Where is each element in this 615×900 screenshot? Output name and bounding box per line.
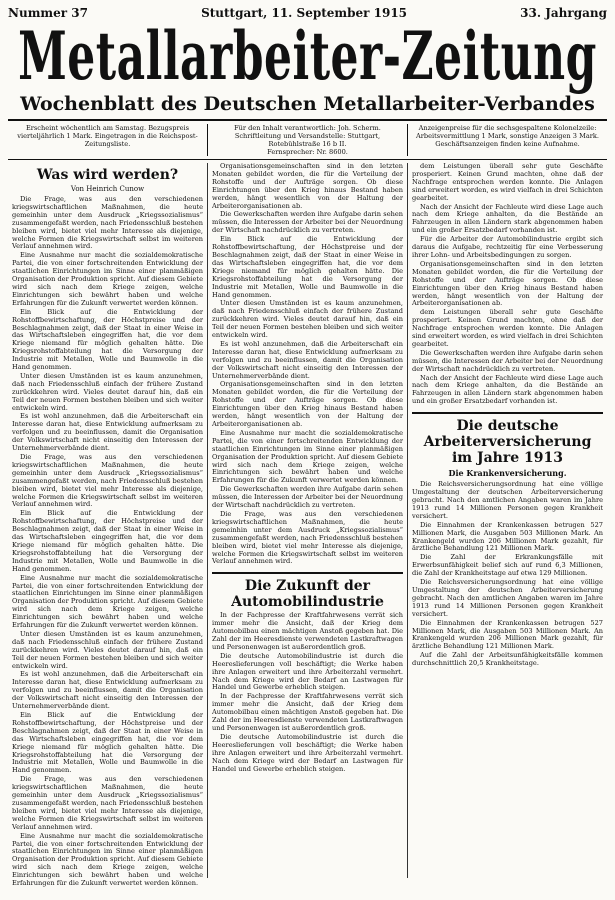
info-address: Schriftleitung und Versandstelle: Stuttgart, Rotebühlstraße 16 b II. xyxy=(234,132,381,148)
issue-number: Nummer 37 xyxy=(8,6,88,20)
article-paragraph: Unter diesen Umständen ist es kaum anzunehmen, daß nach Friedensschluß einfach der frühere Zustand zurückkehren wird. Vieles deutet darauf hin, daß ein Teil der neuen Formen bestehen bleiben und sich weiter entwickeln wird. xyxy=(12,629,203,670)
article-byline-war: Von Heinrich Cunow xyxy=(70,185,145,193)
article-paragraph: Die Reichsversicherungsordnung hat eine völlige Umgestaltung der deutschen Arbeiterversicherung gebracht. Nach den amtlichen Angaben waren im Jahre 1913 rund 14 Millionen Personen gegen Krankheit versichert. xyxy=(412,578,603,618)
article-headline-war: Was wird werden? xyxy=(36,167,179,183)
article-paragraph: Es ist wohl anzunehmen, daß die Arbeiterschaft ein Interesse daran hat, diese Entwicklung aufmerksam zu verfolgen und zu beeinflussen, damit die Organisation der Volkswirtschaft nicht einseitig den Interessen der Unternehmerverbände dient. xyxy=(12,412,203,453)
article-paragraph: Die Gewerkschaften werden ihre Aufgabe darin sehen müssen, die Interessen der Arbeiter bei der Neuordnung der Wirtschaft nachdrücklich zu vertreten. xyxy=(212,210,403,235)
article-paragraph: Ein Blick auf die Entwicklung der Rohstoffbewirtschaftung, der Höchstpreise und der Beschlagnahmen zeigt, daß der Staat in einer Weise in das Wirtschaftsleben eingegriffen hat, die vor dem Kriege niemand für möglich gehalten hätte. Die Kriegsrohstoffabteilung hat die Versorgung der Industrie mit Metallen, Wolle und Baumwolle in die Hand genommen. xyxy=(12,711,203,775)
article-paragraph: Eine Ausnahme nur macht die sozialdemokratische Partei, die von einer fortschreitenden Entwicklung der staatlichen Einrichtungen im Sinne einer planmäßigen Organisation der Produktion spricht. Auf diesem Gebiete wird sich nach dem Kriege zeigen, welche Einrichtungen sich bewährt haben und welche Erfahrungen für die Zukunft verwertet werden können. xyxy=(12,831,203,888)
info-subscription: Erscheint wöchentlich am Samstag. Bezugspreis vierteljährlich 1 Mark. Eingetragen in die Reichspost-Zeitungsliste. xyxy=(17,124,198,148)
article-headline-auto: Die Zukunft der Automobilindustrie xyxy=(231,578,384,611)
article-paragraph: Es ist wohl anzunehmen, daß die Arbeiterschaft ein Interesse daran hat, diese Entwicklung aufmerksam zu verfolgen und zu beeinflussen, damit die Organisation der Volkswirtschaft nicht einseitig den Interessen der Unternehmerverbände dient. xyxy=(12,670,203,711)
info-editor: Für den Inhalt verantwortlich: Joh. Scherm. xyxy=(234,124,381,132)
article-paragraph: Es ist wohl anzunehmen, daß die Arbeiterschaft ein Interesse daran hat, diese Entwicklung aufmerksam zu verfolgen und zu beeinflussen, damit die Organisation der Volkswirtschaft nicht einseitig den Interessen der Unternehmerverbände dient. xyxy=(212,339,403,380)
article-paragraph: Die Frage, was aus den verschiedenen kriegswirtschaftlichen Maßnahmen, die heute gemeinhin unter dem Ausdruck „Kriegssozialismus“ zusammengefaßt werden, nach Friedensschluß bestehen bleiben wird, bietet viel mehr Interesse als diejenige, welche Formen die Kriegswirtschaft selbst im weiteren Verlauf annehmen wird. xyxy=(212,509,403,566)
article-paragraph: Nach der Ansicht der Fachleute wird diese Lage auch nach dem Kriege anhalten, da die Bestände an Fahrzeugen in allen Ländern stark abgenommen haben und ein großer Ersatzbedarf vorhanden ist. xyxy=(412,202,603,235)
article-paragraph: dem Leistungen überall sehr gute Geschäfte prosperiert. Keinen Grund machten, ohne daß der Nachfrage entsprochen werden konnte. Die Anlagen sind erweitert worden, es wird vielfach in drei Schichten gearbeitet. xyxy=(412,308,603,348)
article-paragraph: Organisationsgemeinschaften sind in den letzten Monaten gebildet worden, die für die Verteilung der Rohstoffe und der Aufträge sorgen. Ob diese Einrichtungen über den Krieg hinaus Bestand haben werden, hängt wesentlich von der Haltung der Arbeiterorganisationen ab. xyxy=(212,162,403,210)
article-paragraph: Die Gewerkschaften werden ihre Aufgabe darin sehen müssen, die Interessen der Arbeiter bei der Neuordnung der Wirtschaft nachdrücklich zu vertreten. xyxy=(212,485,403,510)
masthead-topline xyxy=(8,6,607,20)
article-paragraph: Unter diesen Umständen ist es kaum anzunehmen, daß nach Friedensschluß einfach der frühere Zustand zurückkehren wird. Vieles deutet darauf hin, daß ein Teil der neuen Formen bestehen bleiben und sich weiter entwickeln wird. xyxy=(212,299,403,340)
volume-year: 33. Jahrgang xyxy=(520,6,607,20)
article-paragraph: Unter diesen Umständen ist es kaum anzunehmen, daß nach Friedensschluß einfach der frühere Zustand zurückkehren wird. Vieles deutet darauf hin, daß ein Teil der neuen Formen bestehen bleiben und sich weiter entwickeln wird. xyxy=(12,371,203,412)
article-paragraph: Organisationsgemeinschaften sind in den letzten Monaten gebildet worden, die für die Verteilung der Rohstoffe und der Aufträge sorgen. Ob diese Einrichtungen über den Krieg hinaus Bestand haben werden, hängt wesentlich von der Haltung der Arbeiterorganisationen ab. xyxy=(212,380,403,428)
place-date: Stuttgart, 11. September 1915 xyxy=(201,6,408,20)
column-middle xyxy=(207,163,407,878)
section-rule xyxy=(212,572,403,574)
article-paragraph: Nach der Ansicht der Fachleute wird diese Lage auch nach dem Kriege anhalten, da die Bestände an Fahrzeugen in allen Ländern stark abgenommen haben und ein großer Ersatzbedarf vorhanden ist. xyxy=(412,373,603,406)
column-left xyxy=(8,163,207,888)
article-paragraph: Für die Arbeiter der Automobilindustrie ergibt sich daraus die Aufgabe, rechtzeitig für eine Verbesserung ihrer Lohn- und Arbeitsbedingungen zu sorgen. xyxy=(412,235,603,259)
article-paragraph: In der Fachpresse der Kraftfahrwesens verrät sich immer mehr die Ansicht, daß der Krieg dem Automobilbau einen mächtigen Anstoß gegeben hat. Die Zahl der im Heeresdienste verwendeten Lastkraftwagen und Personenwagen ist außerordentlich groß. xyxy=(212,611,403,651)
article-paragraph: Die Einnahmen der Krankenkassen betrugen 527 Millionen Mark, die Ausgaben 503 Millionen Mark. An Krankengeld wurden 206 Millionen Mark gezahlt, für ärztliche Behandlung 121 Millionen Mark. xyxy=(412,520,603,553)
article-paragraph: Eine Ausnahme nur macht die sozialdemokratische Partei, die von einer fortschreitenden Entwicklung der staatlichen Einrichtungen im Sinne einer planmäßigen Organisation der Produktion spricht. Auf diesem Gebiete wird sich nach dem Kriege zeigen, welche Einrichtungen sich bewährt haben und welche Erfahrungen für die Zukunft verwertet werden können. xyxy=(212,428,403,485)
article-paragraph: In der Fachpresse der Kraftfahrwesens verrät sich immer mehr die Ansicht, daß der Krieg dem Automobilbau einen mächtigen Anstoß gegeben hat. Die Zahl der im Heeresdienste verwendeten Lastkraftwagen und Personenwagen ist außerordentlich groß. xyxy=(212,692,403,732)
article-paragraph: Die Einnahmen der Krankenkassen betrugen 527 Millionen Mark, die Ausgaben 503 Millionen Mark. An Krankengeld wurden 206 Millionen Mark gezahlt, für ärztliche Behandlung 121 Millionen Mark. xyxy=(412,618,603,651)
article-paragraph: Eine Ausnahme nur macht die sozialdemokratische Partei, die von einer fortschreitenden Entwicklung der staatlichen Einrichtungen im Sinne einer planmäßigen Organisation der Produktion spricht. Auf diesem Gebiete wird sich nach dem Kriege zeigen, welche Einrichtungen sich bewährt haben und welche Erfahrungen für die Zukunft verwertet werden können. xyxy=(12,251,203,307)
article-paragraph: Die Gewerkschaften werden ihre Aufgabe darin sehen müssen, die Interessen der Arbeiter bei der Neuordnung der Wirtschaft nachdrücklich zu vertreten. xyxy=(412,348,603,373)
article-paragraph: Ein Blick auf die Entwicklung der Rohstoffbewirtschaftung, der Höchstpreise und der Beschlagnahmen zeigt, daß der Staat in einer Weise in das Wirtschaftsleben eingegriffen hat, die vor dem Kriege niemand für möglich gehalten hätte. Die Kriegsrohstoffabteilung hat die Versorgung der Industrie mit Metallen, Wolle und Baumwolle in die Hand genommen. xyxy=(12,509,203,573)
article-paragraph: Organisationsgemeinschaften sind in den letzten Monaten gebildet worden, die für die Verteilung der Rohstoffe und der Aufträge sorgen. Ob diese Einrichtungen über den Krieg hinaus Bestand haben werden, hängt wesentlich von der Haltung der Arbeiterorganisationen ab. xyxy=(412,259,603,308)
article-paragraph: Die Frage, was aus den verschiedenen kriegswirtschaftlichen Maßnahmen, die heute gemeinhin unter dem Ausdruck „Kriegssozialismus“ zusammengefaßt werden, nach Friedensschluß bestehen bleiben wird, bietet viel mehr Interesse als diejenige, welche Formen die Kriegswirtschaft selbst im weiteren Verlauf annehmen wird. xyxy=(12,775,203,831)
article-paragraph: Die Zahl der Erkrankungsfälle mit Erwerbsunfähigkeit belief sich auf rund 6,3 Millionen, die Zahl der Krankheitstage auf etwa 129 Millionen. xyxy=(412,553,603,578)
article-paragraph: Die Reichsversicherungsordnung hat eine völlige Umgestaltung der deutschen Arbeiterversicherung gebracht. Nach den amtlichen Angaben waren im Jahre 1913 rund 14 Millionen Personen gegen Krankheit versichert. xyxy=(412,480,603,520)
article-subhead-insurance: Die Krankenversicherung. xyxy=(448,468,567,479)
article-paragraph: Die deutsche Automobilindustrie ist durch die Heereslieferungen voll beschäftigt; die Werke haben ihre Anlagen erweitert und ihre Arbeiterzahl vermehrt. Nach dem Kriege wird der Bedarf an Lastwagen für Handel und Gewerbe erheblich steigen. xyxy=(212,651,403,692)
info-ad-prices: Anzeigenpreise für die sechsgespaltene Kolonelzeile: Arbeitsvermittlung 1 Mark, sonstige Anzeigen 3 Mark. Geschäftsanzeigen finden keine Aufnahme. xyxy=(407,124,607,156)
column-right xyxy=(407,163,607,878)
article-paragraph: Eine Ausnahme nur macht die sozialdemokratische Partei, die von einer fortschreitenden Entwicklung der staatlichen Einrichtungen im Sinne einer planmäßigen Organisation der Produktion spricht. Auf diesem Gebiete wird sich nach dem Kriege zeigen, welche Einrichtungen sich bewährt haben und welche Erfahrungen für die Zukunft verwertet werden können. xyxy=(12,573,203,630)
newspaper-subtitle: Wochenblatt des Deutschen Metallarbeiter-Verbandes xyxy=(20,93,595,115)
article-paragraph: Die Frage, was aus den verschiedenen kriegswirtschaftlichen Maßnahmen, die heute gemeinhin unter dem Ausdruck „Kriegssozialismus“ zusammengefaßt werden, nach Friedensschluß bestehen bleiben wird, bietet viel mehr Interesse als diejenige, welche Formen die Kriegswirtschaft selbst im weiteren Verlauf annehmen wird. xyxy=(12,453,203,509)
article-paragraph: Die Frage, was aus den verschiedenen kriegswirtschaftlichen Maßnahmen, die heute gemeinhin unter dem Ausdruck „Kriegssozialismus“ zusammengefaßt werden, nach Friedensschluß bestehen bleiben wird, bietet viel mehr Interesse als diejenige, welche Formen die Kriegswirtschaft selbst im weiteren Verlauf annehmen wird. xyxy=(12,195,203,251)
info-editorial xyxy=(207,124,407,156)
article-paragraph: Ein Blick auf die Entwicklung der Rohstoffbewirtschaftung, der Höchstpreise und der Beschlagnahmen zeigt, daß der Staat in einer Weise in das Wirtschaftsleben eingegriffen hat, die vor dem Kriege niemand für möglich gehalten hätte. Die Kriegsrohstoffabteilung hat die Versorgung der Industrie mit Metallen, Wolle und Baumwolle in die Hand genommen. xyxy=(212,235,403,299)
section-rule xyxy=(412,412,603,414)
article-paragraph: Die deutsche Automobilindustrie ist durch die Heereslieferungen voll beschäftigt; die Werke haben ihre Anlagen erweitert und ihre Arbeiterzahl vermehrt. Nach dem Kriege wird der Bedarf an Lastwagen für Handel und Gewerbe erheblich steigen. xyxy=(212,732,403,773)
article-paragraph: Ein Blick auf die Entwicklung der Rohstoffbewirtschaftung, der Höchstpreise und der Beschlagnahmen zeigt, daß der Staat in einer Weise in das Wirtschaftsleben eingegriffen hat, die vor dem Kriege niemand für möglich gehalten hätte. Die Kriegsrohstoffabteilung hat die Versorgung der Industrie mit Metallen, Wolle und Baumwolle in die Hand genommen. xyxy=(12,307,203,372)
article-headline-insurance: Die deutsche Arbeiterversicherung im Jahre 1913 xyxy=(423,418,592,467)
info-phone: Fernsprecher: Nr. 8600. xyxy=(267,148,348,156)
article-paragraph: Auf die Zahl der Arbeitsunfähigkeitsfälle kommen durchschnittlich 20,5 Krankheitstage. xyxy=(412,651,603,668)
article-columns xyxy=(8,162,607,888)
article-paragraph: dem Leistungen überall sehr gute Geschäfte prosperiert. Keinen Grund machten, ohne daß der Nachfrage entsprochen werden konnte. Die Anlagen sind erweitert worden, es wird vielfach in drei Schichten gearbeitet. xyxy=(412,162,603,202)
newspaper-title: Metallarbeiter-Zeitung xyxy=(18,19,597,96)
